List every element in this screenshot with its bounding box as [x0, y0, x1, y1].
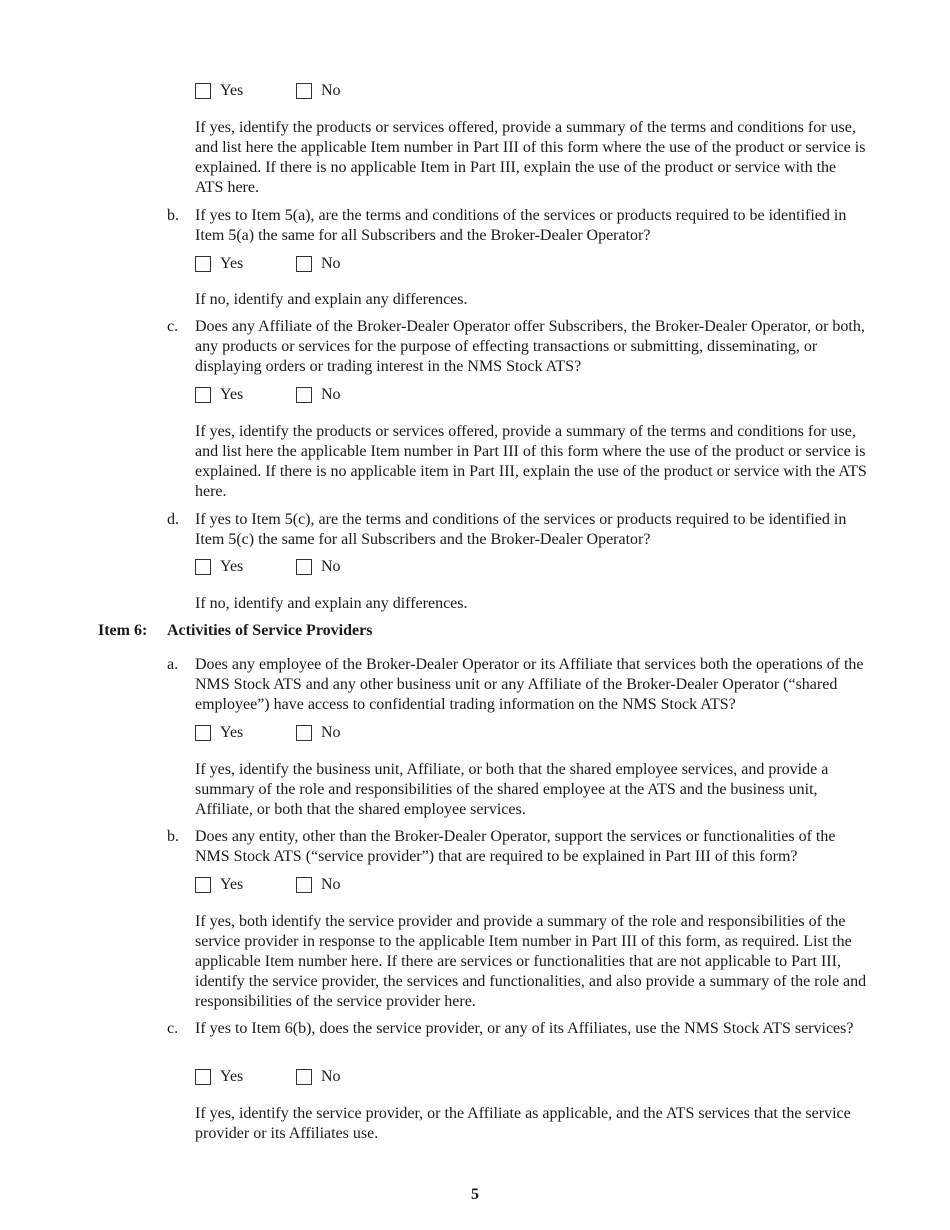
no-label: No [321, 386, 341, 403]
item6b-letter: b. [167, 828, 179, 845]
item6b-options [195, 875, 341, 895]
item5d-no-checkbox[interactable] [296, 559, 312, 575]
item6-label: Item 6: [98, 622, 148, 639]
item6c-options [195, 1067, 341, 1087]
item6b-yes-checkbox[interactable] [195, 877, 211, 893]
item6a-letter: a. [167, 656, 179, 673]
item5c-no-checkbox[interactable] [296, 387, 312, 403]
item6c-followup: If yes, identify the service provider, or the Affiliate as applicable, and the ATS services that the service provider or its Affiliates use. [195, 1105, 851, 1142]
item5b-options [195, 254, 341, 274]
item5b-question: If yes to Item 5(a), are the terms and conditions of the services or products required to be identified in Item 5(a) the same for all Subscribers and the Broker-Dealer Operator? [195, 207, 847, 244]
item6c-yes-checkbox[interactable] [195, 1069, 211, 1085]
no-label: No [321, 558, 341, 575]
item5d-question: If yes to Item 5(c), are the terms and conditions of the services or products required to be identified in Item 5(c) the same for all Subscribers and the Broker-Dealer Operator? [195, 511, 847, 548]
item5a-yes-checkbox[interactable] [195, 83, 211, 99]
no-label: No [321, 255, 341, 272]
page-number: 5 [471, 1186, 479, 1203]
item6c-question: If yes to Item 6(b), does the service provider, or any of its Affiliates, use the NMS Stock ATS services? [195, 1020, 854, 1037]
item5c-followup: If yes, identify the products or services offered, provide a summary of the terms and conditions for use, and list here the applicable Item number in Part III of this form where the use of the product or service is explained. If there is no applicable item in Part III, explain the use of the product or service with the ATS here. [195, 423, 867, 500]
item5c-options [195, 385, 341, 405]
no-label: No [321, 724, 341, 741]
item6a-no-checkbox[interactable] [296, 725, 312, 741]
item5d-letter: d. [167, 511, 179, 528]
item5b-letter: b. [167, 207, 179, 224]
item5b-followup: If no, identify and explain any differences. [195, 291, 468, 308]
yes-label: Yes [220, 255, 244, 272]
item5a-followup: If yes, identify the products or services offered, provide a summary of the terms and conditions for use, and list here the applicable Item number in Part III of this form where the use of the product or service is explained. If there is no applicable Item in Part III, explain the use of the product or service with the ATS here. [195, 119, 866, 196]
item5b-no-checkbox[interactable] [296, 256, 312, 272]
yes-label: Yes [220, 876, 244, 893]
item5a-options [195, 81, 341, 101]
yes-label: Yes [220, 82, 244, 99]
item6b-question: Does any entity, other than the Broker-Dealer Operator, support the services or functionalities of the NMS Stock ATS (“service provider”) that are required to be explained in Part III of this form? [195, 828, 836, 865]
item5c-question: Does any Affiliate of the Broker-Dealer Operator offer Subscribers, the Broker-Dealer Operator, or both, any products or services for the purpose of effecting transactions or submitting, disseminating, or displaying orders or trading interest in the NMS Stock ATS? [195, 318, 865, 375]
item6a-followup: If yes, identify the business unit, Affiliate, or both that the shared employee services, and provide a summary of the role and responsibilities of the shared employee at the ATS and the business unit, Affiliate, or both that the shared employee services. [195, 761, 829, 818]
item5c-letter: c. [167, 318, 179, 335]
item5b-yes-checkbox[interactable] [195, 256, 211, 272]
item5d-options [195, 557, 341, 577]
item5d-yes-checkbox[interactable] [195, 559, 211, 575]
item6a-options [195, 723, 341, 743]
yes-label: Yes [220, 558, 244, 575]
item5c-yes-checkbox[interactable] [195, 387, 211, 403]
yes-label: Yes [220, 386, 244, 403]
yes-label: Yes [220, 1068, 244, 1085]
item5a-no-checkbox[interactable] [296, 83, 312, 99]
no-label: No [321, 876, 341, 893]
item6a-question: Does any employee of the Broker-Dealer Operator or its Affiliate that services both the operations of the NMS Stock ATS and any other business unit or any Affiliate of the Broker-Dealer Operator (“shared employee”) have access to confidential trading information on the NMS Stock ATS? [195, 656, 864, 713]
item6-title: Activities of Service Providers [167, 622, 373, 639]
item6a-yes-checkbox[interactable] [195, 725, 211, 741]
no-label: No [321, 1068, 341, 1085]
item6b-followup: If yes, both identify the service provider and provide a summary of the role and responsibilities of the service provider in response to the applicable Item number in Part III of this form, as required. List the applicable Item number here. If there are services or functionalities that are not applicable to Part III, identify the service provider, the services and functionalities, and also provide a summary of the role and responsibilities of the service provider here. [195, 913, 867, 1010]
item6c-letter: c. [167, 1020, 179, 1037]
item6c-no-checkbox[interactable] [296, 1069, 312, 1085]
yes-label: Yes [220, 724, 244, 741]
item5d-followup: If no, identify and explain any differences. [195, 595, 468, 612]
item6b-no-checkbox[interactable] [296, 877, 312, 893]
no-label: No [321, 82, 341, 99]
